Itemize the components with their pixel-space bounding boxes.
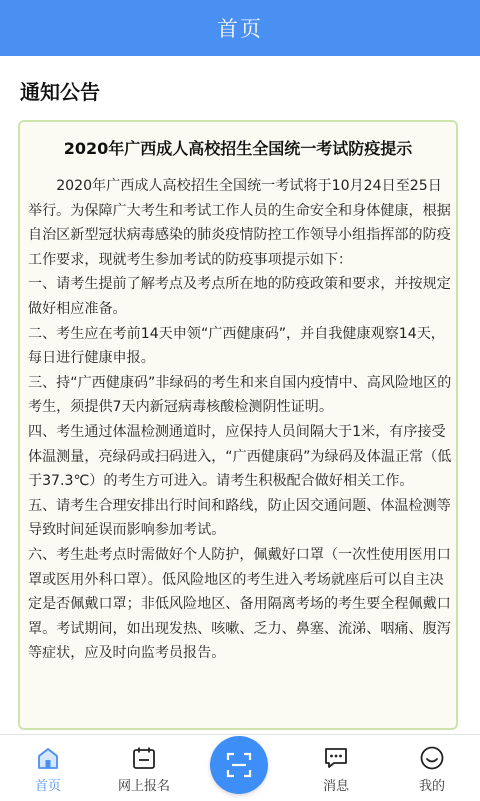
nav-home-label: 首页: [34, 779, 61, 794]
nav-register[interactable]: [104, 735, 184, 801]
notice-card[interactable]: [18, 120, 458, 730]
notice-item: 一、请考生提前了解考点及考点所在地的防疫政策和要求，并按规定做好相应准备。: [28, 276, 451, 317]
section-title: 通知公告: [20, 80, 100, 104]
notice-item: 二、考生应在考前14天申领“广西健康码”，并自我健康观察14天，每日进行健康申报。: [28, 325, 445, 367]
notice-title: 2020年广西成人高校招生全国统一考试防疫提示: [63, 139, 413, 158]
nav-mine-label: 我的: [418, 779, 445, 794]
notice-intro: 2020年广西成人高校招生全国统一考试将于10月24日至25日举行。为保障广大考生和考试工作人员的生命安全和身体健康，根据自治区新型冠状病毒感染的肺炎疫情防控工作领导小组指挥部的防疫工作要求，现就考生参加考试的防疫事项提示如下：: [28, 178, 451, 268]
nav-messages[interactable]: [296, 735, 376, 801]
nav-mine[interactable]: [392, 735, 472, 801]
notice-item: 三、持“广西健康码”非绿码的考生和来自国内疫情中、高风险地区的考生，须提供7天内新冠病毒核酸检测阴性证明。: [28, 374, 452, 416]
nav-messages-label: 消息: [322, 779, 349, 794]
scan-icon: [225, 751, 253, 779]
message-icon: [323, 745, 349, 771]
nav-register-label: 网上报名: [117, 779, 170, 794]
home-icon: [35, 745, 61, 771]
smiley-icon: [419, 745, 445, 771]
notice-item: 六、考生赴考点时需做好个人防护，佩戴好口罩（一次性使用医用口罩或医用外科口罩）。低风险地区的考生进入考场就座后可以自主决定是否佩戴口罩；非低风险地区、备用隔离考场的考生要全程佩戴口罩。考试期间，如出现发热、咳嗽、乏力、鼻塞、流涕、咽痛、腹泻等症状，应及时向监考员报告。: [28, 546, 451, 662]
notice-item: 五、请考生合理安排出行时间和路线，防止因交通问题、体温检测等导致时间延误而影响参加考试。: [28, 497, 451, 539]
nav-home[interactable]: [8, 735, 88, 801]
notice-body: [28, 174, 452, 666]
scan-button[interactable]: [210, 736, 268, 794]
top-bar: [0, 0, 480, 56]
notice-item: 四、考生通过体温检测通道时，应保持人员间隔大于1米，有序接受体温测量，亮绿码或扫码进入，“广西健康码”为绿码及体温正常（低于37.3℃）的考生方可进入。请考生积极配合做好相关工作。: [28, 423, 452, 490]
calendar-icon: [131, 745, 157, 771]
page-title: 首页: [217, 17, 263, 41]
